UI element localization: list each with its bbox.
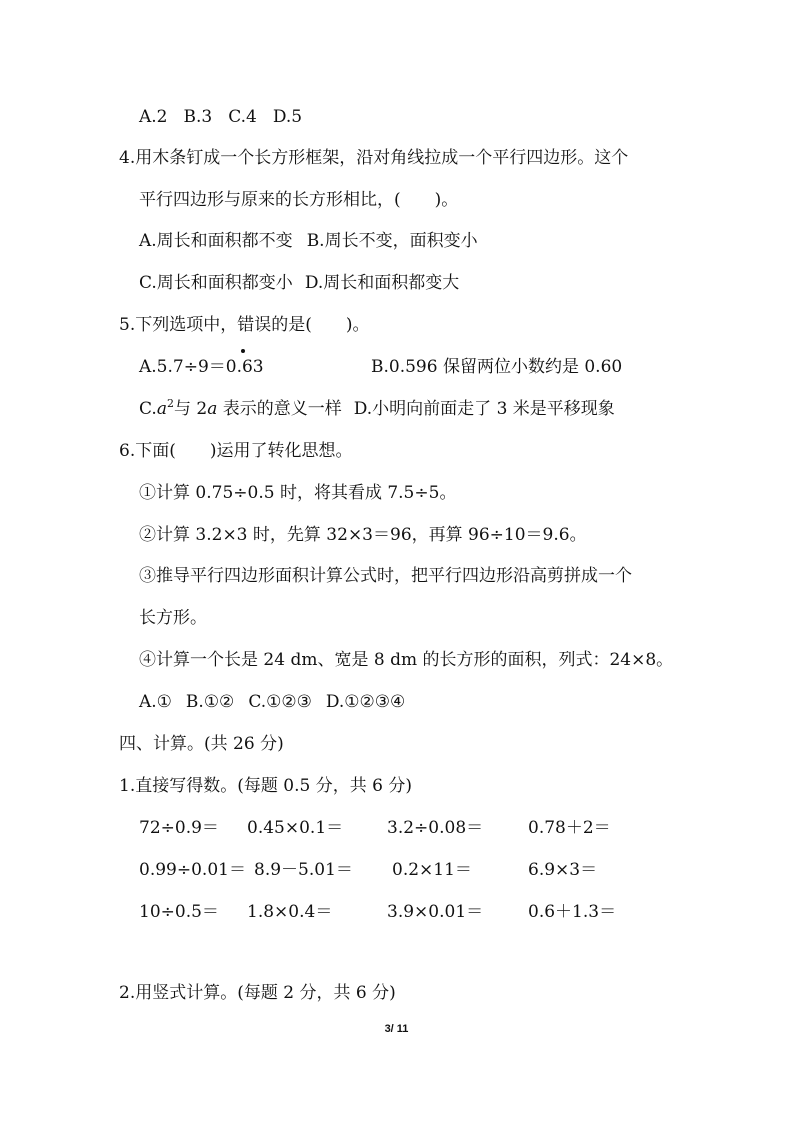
q4-option-c: C.周长和面积都变小: [139, 273, 293, 293]
prev-options: [139, 106, 302, 128]
q4-stem-line2: 平行四边形与原来的长方形相比，( )。: [139, 190, 459, 210]
q5-options-row2: [139, 398, 615, 420]
q4-option-a: A.周长和面积都不变: [139, 231, 293, 251]
q6-item-4: ④计算一个长是 24 dm、宽是 8 dm 的长方形的面积，列式：24×8。: [139, 650, 674, 670]
option-a: A.2: [139, 107, 168, 127]
option-d: D.5: [272, 107, 303, 127]
q4-options-row2: [139, 272, 459, 294]
calc-cell: 0.2×11＝: [392, 860, 472, 880]
calc-cell: 6.9×3＝: [528, 860, 598, 880]
repeating-decimal-dot: [241, 349, 245, 353]
calc-q1-title: 1.直接写得数。(每题 0.5 分，共 6 分): [119, 776, 412, 796]
q4-stem-line1: 4.用木条钉成一个长方形框架，沿对角线拉成一个平行四边形。这个: [119, 148, 629, 168]
q6-stem: 6.下面( )运用了转化思想。: [119, 441, 353, 461]
calc-cell: 8.9－5.01＝: [254, 860, 353, 880]
calc-cell: 3.9×0.01＝: [387, 902, 484, 922]
page-number: 3/ 11: [384, 1023, 409, 1035]
option-b: B.3: [183, 107, 213, 127]
calc-cell: 1.8×0.4＝: [247, 902, 333, 922]
option-c: C.4: [228, 107, 257, 127]
q5-option-d: D.小明向前面走了 3 米是平移现象: [353, 399, 615, 419]
calc-cell: 10÷0.5＝: [139, 902, 219, 922]
q6-option-a: A.①: [139, 692, 172, 712]
q6-option-d: D.①②③④: [325, 692, 406, 712]
calc-cell: 3.2÷0.08＝: [387, 818, 484, 838]
q6-options: [139, 691, 405, 713]
q6-item-1: ①计算 0.75÷0.5 时，将其看成 7.5÷5。: [139, 483, 457, 503]
q4-option-d: D.周长和面积都变大: [304, 273, 460, 293]
q6-item-3-line2: 长方形。: [139, 608, 207, 628]
q6-item-3-line1: ③推导平行四边形面积计算公式时，把平行四边形沿高剪拼成一个: [139, 566, 632, 586]
q6-option-c: C.①②③: [248, 692, 312, 712]
q4-options-row1: [139, 230, 478, 252]
q6-option-b: B.①②: [185, 692, 235, 712]
calc-cell: 0.78＋2＝: [528, 818, 611, 838]
calc-cell: 0.99÷0.01＝: [139, 860, 246, 880]
section-4-title: 四、计算。(共 26 分): [119, 734, 284, 754]
q5-stem: 5.下列选项中，错误的是( )。: [119, 315, 370, 335]
calc-cell: 0.45×0.1＝: [247, 818, 344, 838]
q5-option-b: B.0.596 保留两位小数约是 0.60: [371, 357, 623, 377]
q5-option-a: A.5.7÷9＝0.63: [139, 357, 264, 377]
q4-option-b: B.周长不变，面积变小: [306, 231, 478, 251]
q6-item-2: ②计算 3.2×3 时，先算 32×3＝96，再算 96÷10＝9.6。: [139, 525, 587, 545]
q5-option-c: $C.a^2$与 2a 表示的意义一样: [139, 397, 342, 419]
calc-cell: 0.6＋1.3＝: [528, 902, 617, 922]
calc-cell: 72÷0.9＝: [139, 818, 219, 838]
calc-q2-title: 2.用竖式计算。(每题 2 分，共 6 分): [119, 983, 396, 1003]
